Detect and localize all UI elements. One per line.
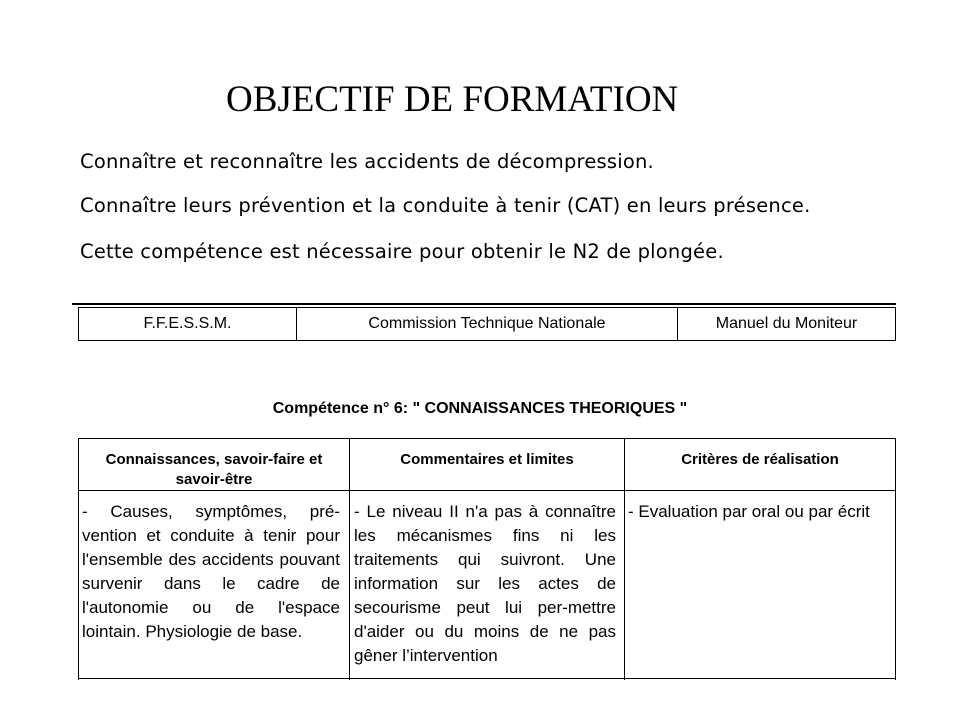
table-border-left	[78, 438, 79, 680]
table-border-right	[895, 438, 896, 680]
table-header-divider	[78, 490, 895, 491]
table-cell-knowledge: - Causes, symptômes, pré-vention et conduite à tenir pour l'ensemble des accidents pouvant survenir dans le cadre de l'autonomie ou de l'espace lointain. Physiologie de base.	[82, 502, 340, 641]
table-border-bottom	[78, 678, 895, 679]
header-manual: Manuel du Moniteur	[678, 308, 896, 341]
document-header-strip	[78, 307, 896, 341]
header-org: F.F.E.S.S.M.	[79, 308, 297, 341]
column-header-knowledge: Connaissances, savoir-faire et savoir-être	[105, 451, 323, 488]
table-border-top	[78, 438, 895, 439]
page-title: OBJECTIF DE FORMATION	[226, 79, 679, 120]
header-commission: Commission Technique Nationale	[297, 308, 678, 341]
column-header-criteria: Critères de réalisation	[681, 451, 839, 468]
table-column-divider-2	[624, 438, 625, 680]
objective-line-2: Connaître leurs prévention et la conduite à tenir (CAT) en leurs présence.	[80, 194, 811, 217]
objective-line-3: Cette compétence est nécessaire pour obtenir le N2 de plongée.	[80, 240, 724, 263]
column-header-comments: Commentaires et limites	[400, 451, 574, 468]
header-rule	[72, 303, 896, 305]
competence-title: Compétence n° 6: " CONNAISSANCES THEORIQUES "	[272, 400, 688, 417]
table-cell-comments: - Le niveau II n'a pas à connaître les mécanismes fins ni les traitements qui suivront. Une information sur les actes de secourisme peut lui per-mettre d'aider ou du moins de ne pas gêner l’intervention	[354, 502, 616, 665]
table-cell-criteria: - Evaluation par oral ou par écrit	[628, 502, 870, 521]
table-column-divider-1	[349, 438, 350, 680]
objective-line-1: Connaître et reconnaître les accidents de décompression.	[80, 150, 654, 173]
